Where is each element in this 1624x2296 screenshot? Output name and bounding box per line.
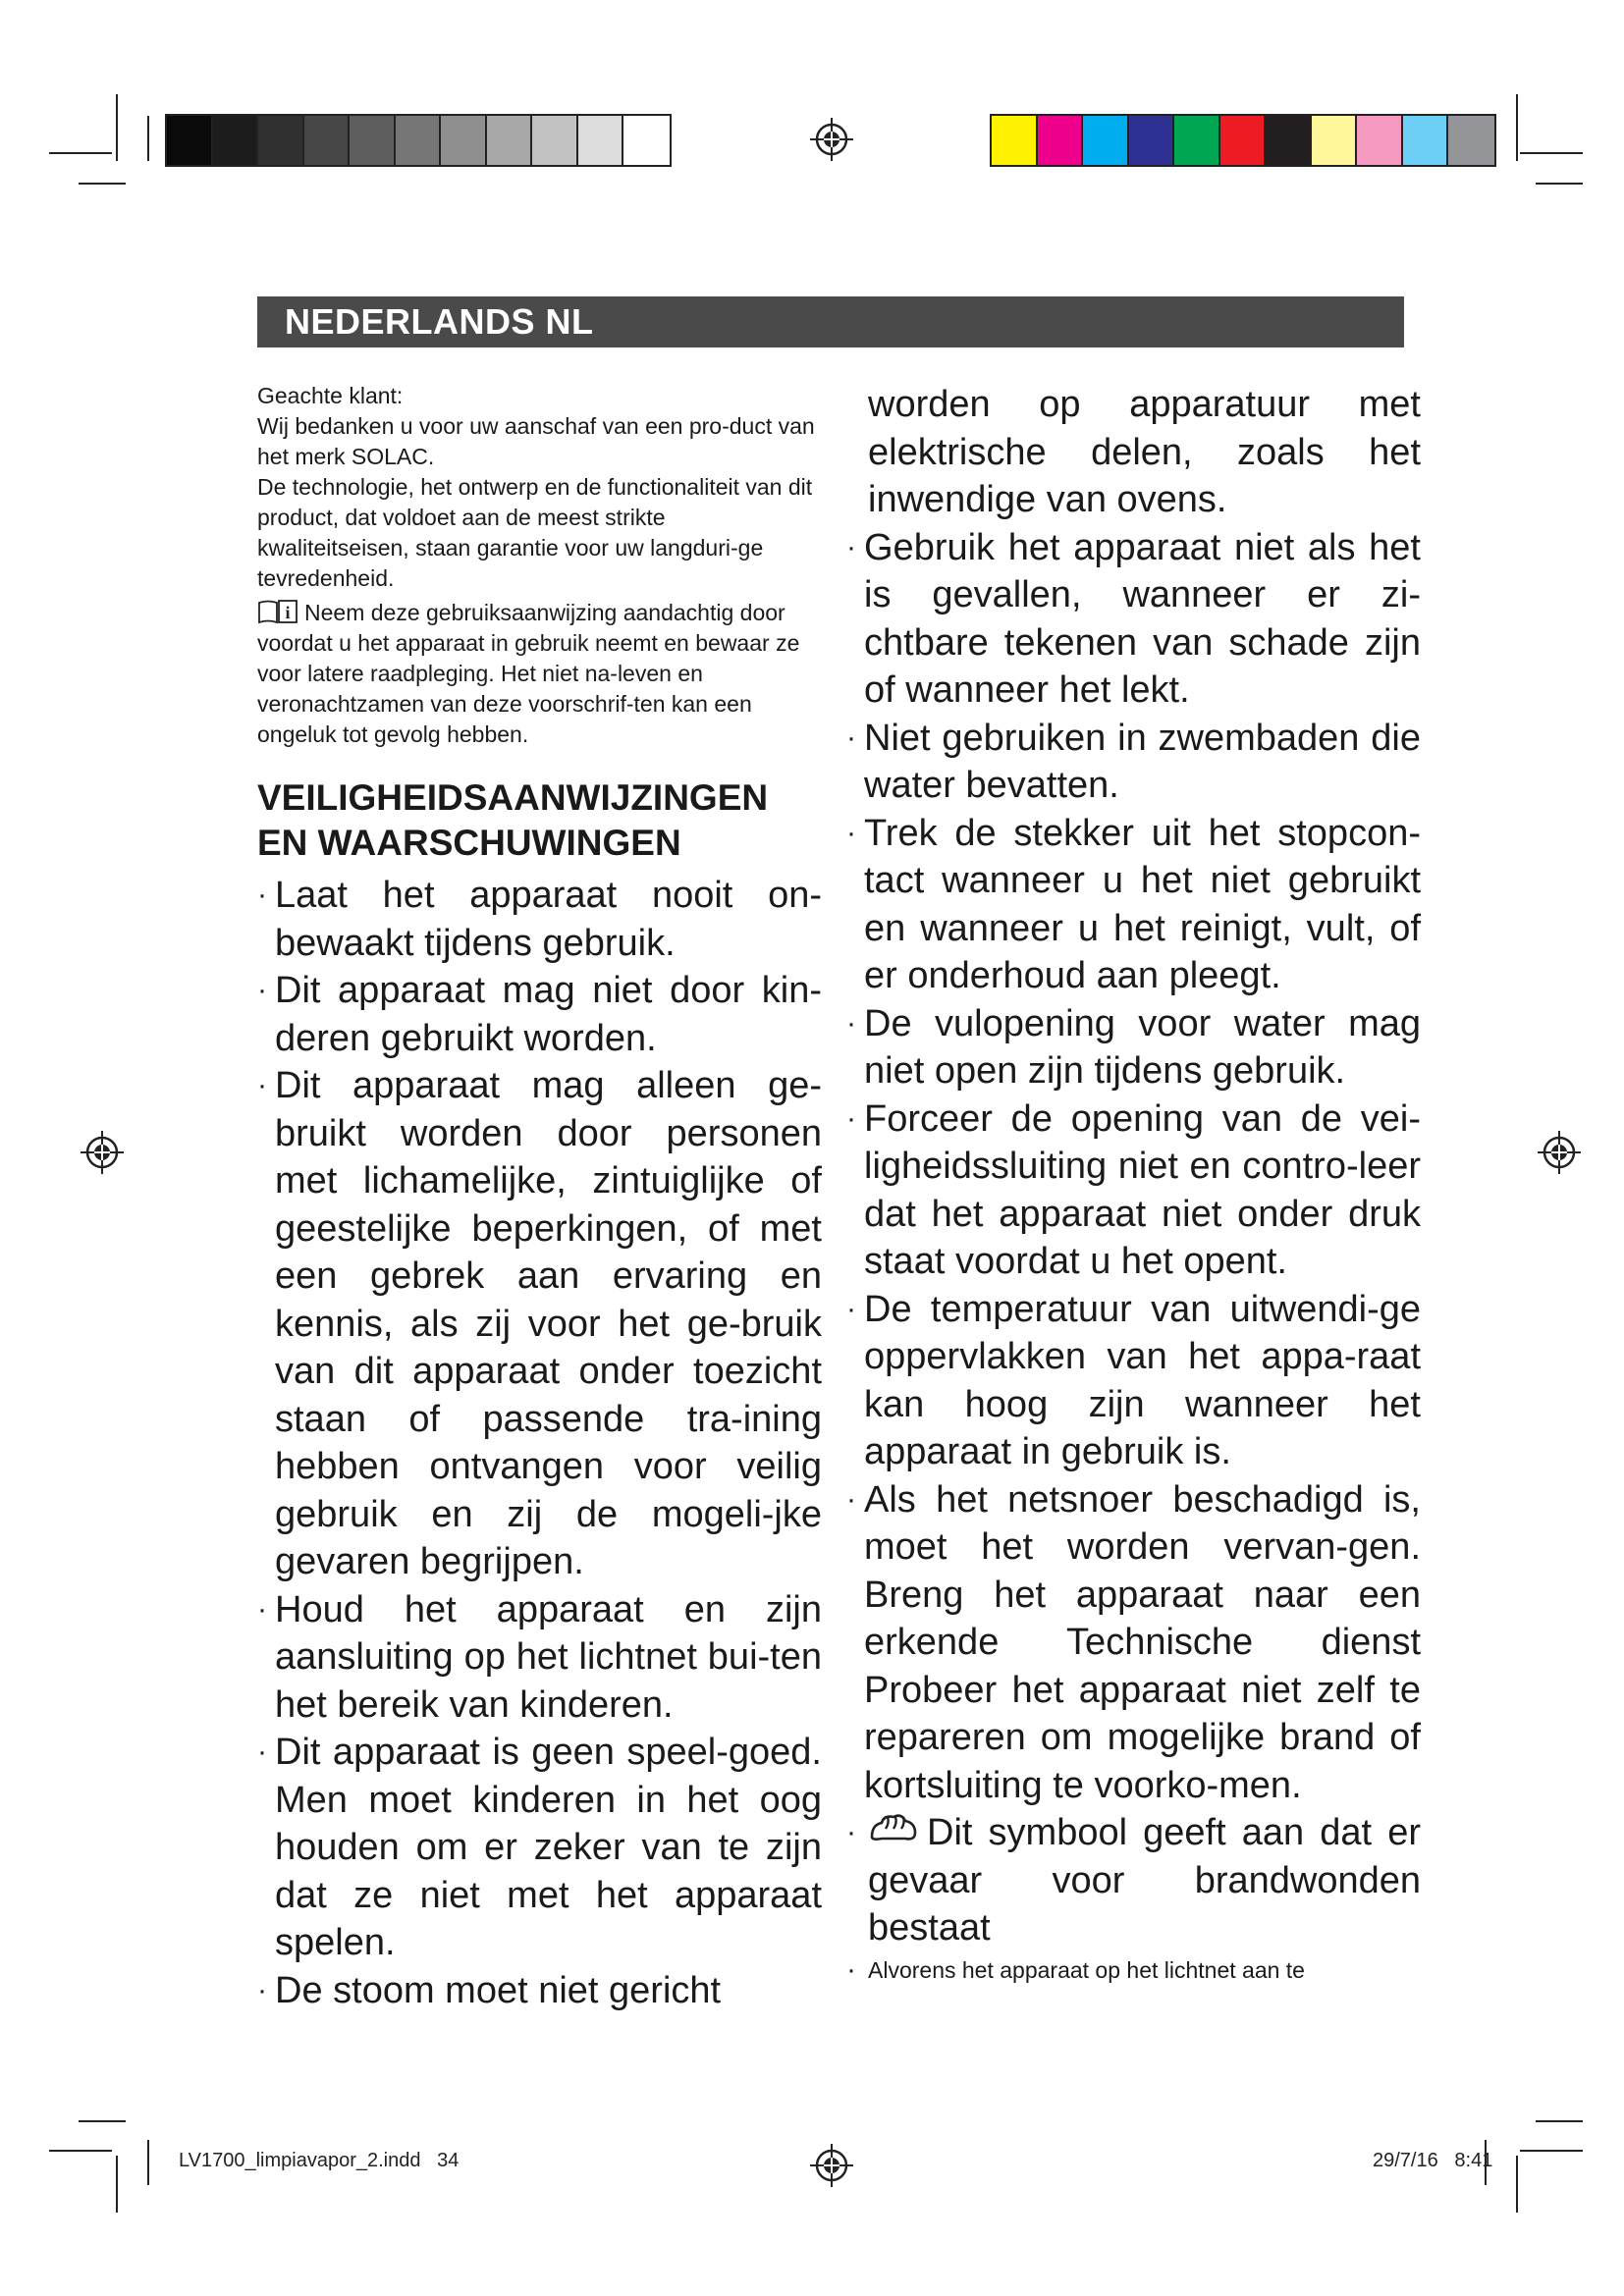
safety-list-right (846, 381, 1421, 1988)
color-swatch (1357, 116, 1403, 165)
gray-swatch (578, 116, 624, 165)
color-swatch (992, 116, 1038, 165)
gray-swatch (487, 116, 533, 165)
burn-hazard-icon (868, 1811, 919, 1844)
gray-swatch (532, 116, 578, 165)
registration-mark-icon (810, 118, 853, 161)
gray-swatch (623, 116, 670, 165)
burn-warning-item (846, 1809, 1421, 1952)
thanks-paragraph: Wij bedanken u voor uw aanschaf van een pro-duct van het merk SOLAC. (257, 413, 815, 469)
language-header: NEDERLANDS NL (257, 296, 1404, 347)
list-item: · Trek de stekker uit het stopcon-tact wanneer u het niet gebruikt en wanneer u het reinigt, vult, of er onderhoud aan pleegt. (846, 810, 1421, 1000)
gray-swatch (396, 116, 442, 165)
list-item: · Dit apparaat mag niet door kin-deren gebruikt worden. (257, 967, 822, 1062)
gray-swatch (258, 116, 304, 165)
footer-date-time: 29/7/16 8:41 (1373, 2150, 1493, 2171)
registration-mark-icon (1538, 1131, 1581, 1174)
color-swatch (1220, 116, 1267, 165)
gray-swatch (167, 116, 213, 165)
color-swatch (1129, 116, 1175, 165)
list-item: · Dit apparaat mag alleen ge-bruikt worden door personen met lichamelijke, zintuiglijke of geestelijke beperkingen, of met een gebrek aan ervaring en kennis, als zij voor het ge-bruik van dit apparaat onder toezicht staan of passende tra-ining hebben ontvangen voor veilig gebruik en zij de mogeli-jke gevaren begrijpen. (257, 1062, 822, 1586)
color-swatch (1312, 116, 1358, 165)
manual-note (257, 598, 822, 750)
footer-file-name: LV1700_limpiavapor_2.indd 34 (179, 2150, 460, 2171)
grayscale-calibration-bar (165, 114, 672, 167)
gray-swatch (213, 116, 259, 165)
intro-text (257, 381, 822, 750)
registration-mark-icon (810, 2144, 853, 2187)
burn-warning-text: Dit symbool geeft aan dat er gevaar voor brandwonden bestaat (868, 1812, 1421, 1949)
color-swatch (1083, 116, 1129, 165)
list-item: · Gebruik het apparaat niet als het is gevallen, wanneer er zi-chtbare tekenen van schade zijn of wanneer het lekt. (846, 524, 1421, 715)
greeting: Geachte klant: (257, 383, 404, 408)
left-column (257, 381, 822, 2014)
registration-mark-icon (81, 1131, 124, 1174)
color-swatch (1403, 116, 1449, 165)
list-item: · Forceer de opening van de vei-ligheidssluiting niet en contro-leer dat het apparaat niet onder druk staat voordat u het opent. (846, 1095, 1421, 1286)
list-item: · De stoom moet niet gericht (257, 1967, 822, 2015)
color-swatch (1174, 116, 1220, 165)
gray-swatch (350, 116, 396, 165)
safety-list-left (257, 872, 822, 2014)
list-item: · Laat het apparaat nooit on-bewaakt tijdens gebruik. (257, 872, 822, 967)
list-item: · Houd het apparaat en zijn aansluiting op het lichtnet bui-ten het bereik van kinderen. (257, 1586, 822, 1730)
list-item: · Als het netsnoer beschadigd is, moet het worden vervan-gen. Breng het apparaat naar een erkende Technische dienst Probeer het apparaat niet zelf te repareren om mogelijke brand of kortsluiting te voorko-men. (846, 1476, 1421, 1810)
color-calibration-bar (990, 114, 1496, 167)
color-swatch (1038, 116, 1084, 165)
list-item: · De vulopening voor water mag niet open zijn tijdens gebruik. (846, 1000, 1421, 1095)
color-swatch (1448, 116, 1494, 165)
list-item: · Alvorens het apparaat op het lichtnet aan te (846, 1952, 1421, 1988)
book-info-icon (257, 599, 298, 624)
gray-swatch (304, 116, 351, 165)
color-swatch (1266, 116, 1312, 165)
gray-swatch (441, 116, 487, 165)
list-item-continuation: worden op apparatuur met elektrische delen, zoals het inwendige van ovens. (868, 384, 1421, 520)
right-column (846, 381, 1421, 1988)
safety-heading: VEILIGHEIDSAANWIJZINGEN EN WAARSCHUWINGEN (257, 777, 769, 863)
list-item: · Niet gebruiken in zwembaden die water bevatten. (846, 715, 1421, 810)
manual-note-text: Neem deze gebruiksaanwijzing aandachtig door voordat u het apparaat in gebruik neemt en bewaar ze voor latere raadpleging. Het niet na-leven en veronachtzamen van deze voorschrif-ten kan een ongeluk tot gevolg hebben. (257, 600, 800, 747)
technology-paragraph: De technologie, het ontwerp en de functionaliteit van dit product, dat voldoet aan de meest strikte kwaliteitseisen, staan garantie voor uw langduri-ge tevredenheid. (257, 474, 813, 591)
svg-text:i: i (285, 603, 291, 622)
list-item: · De temperatuur van uitwendi-ge oppervlakken van het appa-raat kan hoog zijn wanneer het apparaat in gebruik is. (846, 1286, 1421, 1476)
list-item: · Dit apparaat is geen speel-goed. Men moet kinderen in het oog houden om er zeker van te zijn dat ze niet met het apparaat spelen. (257, 1729, 822, 1967)
